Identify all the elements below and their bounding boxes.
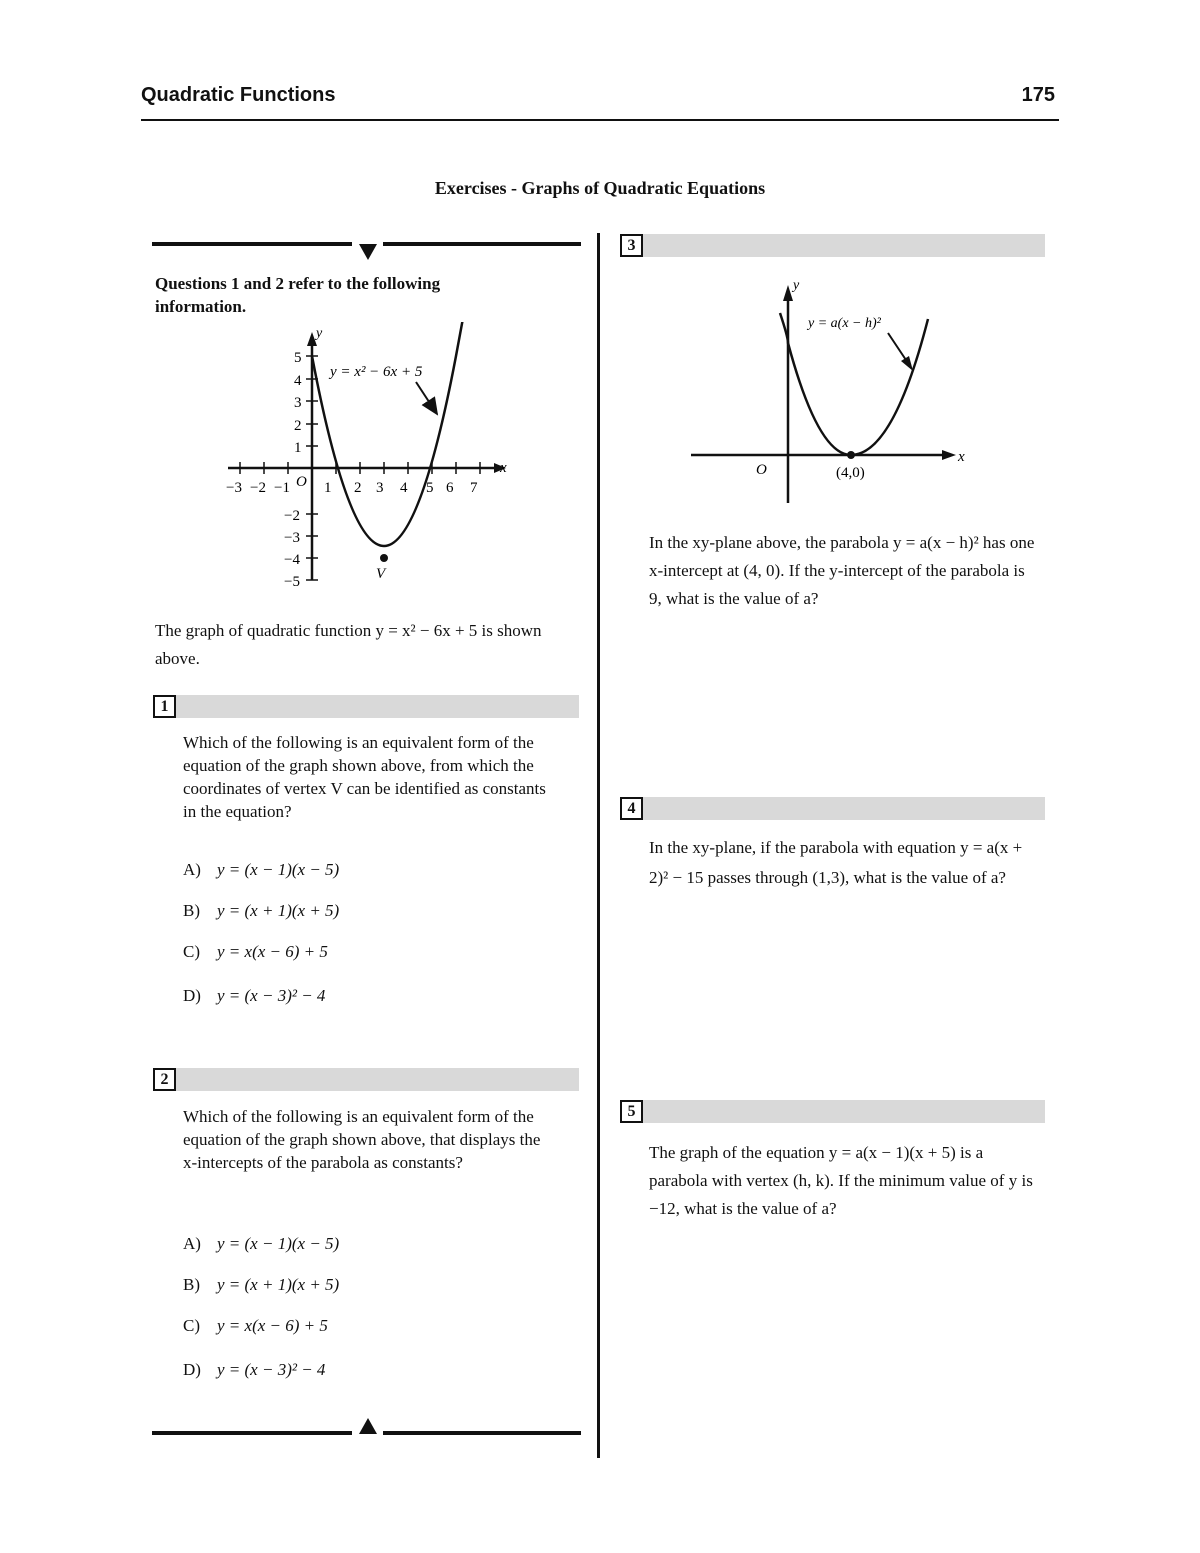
question-4-bar [620, 797, 1045, 820]
x-axis-label: x [958, 449, 965, 465]
question-3-bar [620, 234, 1045, 257]
option-letter: B) [183, 901, 200, 920]
top-left-rule [152, 242, 352, 246]
page-number: 175 [1021, 84, 1055, 106]
question-1-bar [153, 695, 579, 718]
option-expr: y = (x − 3)² − 4 [217, 1360, 326, 1379]
y-tick-label: 4 [294, 373, 302, 389]
point-label: (4,0) [836, 465, 865, 481]
option-expr: y = x(x − 6) + 5 [217, 942, 328, 961]
option-d[interactable] [183, 985, 325, 1007]
option-expr: y = (x + 1)(x + 5) [217, 901, 340, 920]
x-axis-label: x [500, 460, 507, 476]
y-tick-label: −3 [284, 530, 300, 546]
up-triangle-icon [359, 1418, 377, 1434]
bottom-left-rule [152, 1431, 352, 1435]
intro-caption: The graph of quadratic function y = x² − 6x + 5 is shown above. [155, 621, 542, 668]
option-expr: y = x(x − 6) + 5 [217, 1316, 328, 1335]
option-expr: y = (x + 1)(x + 5) [217, 1275, 340, 1294]
question-3-text: In the xy-plane above, the parabola y = a(x − h)² has one x-intercept at (4, 0). If the y-intercept of the parabola is 9, what is the value of a? [649, 533, 1035, 608]
x-tick-label: 6 [446, 480, 454, 496]
question-number: 1 [153, 695, 176, 718]
x-tick-label: 5 [426, 480, 434, 496]
option-b[interactable] [183, 900, 339, 922]
option-d[interactable] [183, 1359, 325, 1381]
question-5-text: The graph of the equation y = a(x − 1)(x + 5) is a parabola with vertex (h, k). If the minimum value of y is −12, what is the value of a? [649, 1143, 1033, 1218]
option-letter: D) [183, 986, 201, 1005]
bottom-right-rule [383, 1431, 581, 1435]
y-tick-label: 5 [294, 350, 302, 366]
column-divider [597, 233, 600, 1458]
y-tick-label: −4 [284, 552, 300, 568]
option-c[interactable] [183, 1315, 328, 1337]
option-b[interactable] [183, 1274, 339, 1296]
option-letter: A) [183, 1234, 201, 1253]
x-tick-label: 3 [376, 480, 384, 496]
vertex-label: V [376, 566, 386, 582]
option-a[interactable] [183, 1233, 339, 1255]
x-tick-label: 7 [470, 480, 478, 496]
option-expr: y = (x − 1)(x − 5) [217, 1234, 340, 1253]
x-intercept-point [847, 451, 855, 459]
option-letter: D) [183, 1360, 201, 1379]
question-2-text: Which of the following is an equivalent form of the equation of the graph shown above, that displays the x-intercepts of the parabola as constants? [183, 1107, 541, 1172]
down-triangle-icon [359, 244, 377, 260]
question-2-bar [153, 1068, 579, 1091]
option-expr: y = (x − 3)² − 4 [217, 986, 326, 1005]
option-letter: B) [183, 1275, 200, 1294]
question-1-text: Which of the following is an equivalent form of the equation of the graph shown above, from which the coordinates of vertex V can be identified as constants in the equation? [183, 733, 546, 821]
question-number: 4 [620, 797, 643, 820]
question-number: 3 [620, 234, 643, 257]
x-tick-label: −1 [274, 480, 290, 496]
origin-label: O [296, 474, 307, 490]
x-tick-label: −3 [226, 480, 242, 496]
vertex-point [380, 554, 388, 562]
option-letter: C) [183, 1316, 200, 1335]
equation-pointer-arrow [416, 382, 437, 414]
y-axis-arrow-icon [783, 285, 793, 301]
vertex-form-graph [688, 275, 978, 510]
y-tick-label: −5 [284, 574, 300, 590]
question-5-bar [620, 1100, 1045, 1123]
page-title: Exercises - Graphs of Quadratic Equations [434, 178, 766, 198]
header-rule [141, 119, 1059, 121]
parabola-curve [780, 313, 928, 455]
x-tick-label: 2 [354, 480, 362, 496]
graph-equation-label: y = a(x − h)² [808, 316, 881, 331]
intro-heading: Questions 1 and 2 refer to the following information. [155, 274, 441, 316]
question-number: 5 [620, 1100, 643, 1123]
question-4-text: In the xy-plane, if the parabola with equation y = a(x + 2)² − 15 passes through (1,3), what is the value of a? [649, 838, 1023, 887]
parabola-curve [312, 322, 466, 546]
option-c[interactable] [183, 941, 328, 963]
option-letter: A) [183, 860, 201, 879]
origin-label: O [756, 462, 767, 478]
option-a[interactable] [183, 859, 339, 881]
y-tick-label: 3 [294, 395, 302, 411]
option-letter: C) [183, 942, 200, 961]
chapter-title: Quadratic Functions [141, 84, 336, 106]
y-axis-label: y [316, 326, 323, 341]
y-tick-label: 1 [294, 440, 302, 456]
question-number: 2 [153, 1068, 176, 1091]
y-tick-label: −2 [284, 508, 300, 524]
quadratic-graph [220, 322, 520, 592]
graph-equation-label: y = x² − 6x + 5 [330, 364, 423, 380]
y-tick-label: 2 [294, 418, 302, 434]
y-axis-label: y [793, 278, 800, 293]
option-expr: y = (x − 1)(x − 5) [217, 860, 340, 879]
x-tick-label: −2 [250, 480, 266, 496]
arrowhead-icon [901, 356, 913, 371]
x-tick-label: 1 [324, 480, 332, 496]
x-tick-label: 4 [400, 480, 408, 496]
top-right-rule [383, 242, 581, 246]
x-axis-arrow-icon [942, 450, 956, 460]
